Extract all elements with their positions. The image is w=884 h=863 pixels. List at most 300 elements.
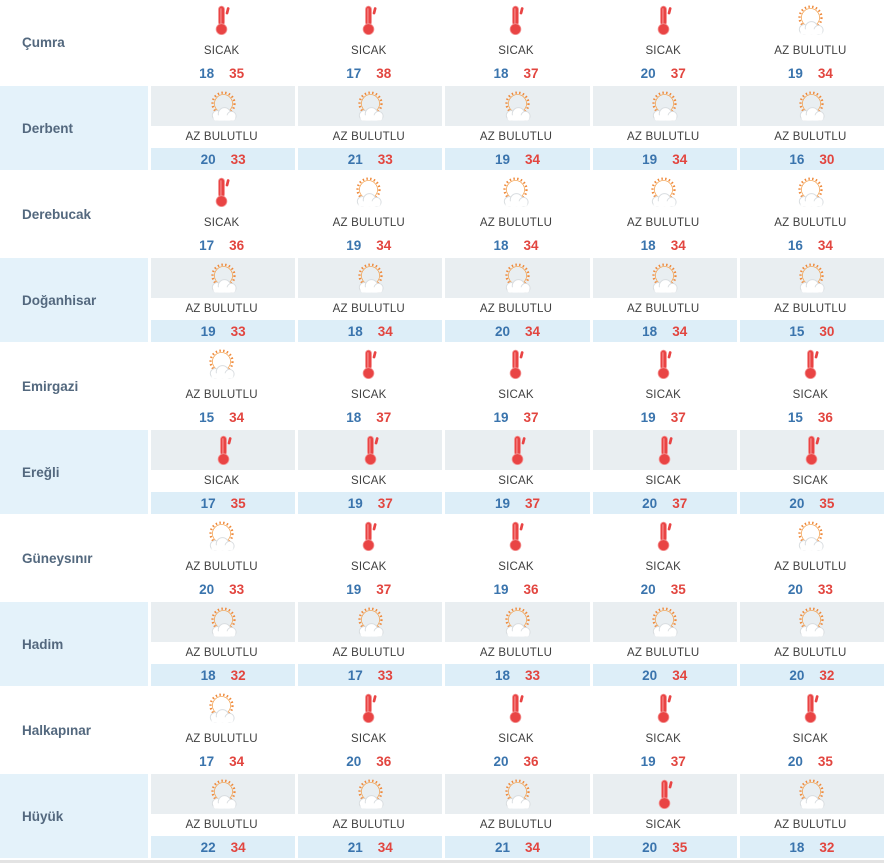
weather-icon-box	[737, 344, 884, 384]
max-temp: 32	[230, 667, 246, 683]
max-temp: 37	[523, 409, 539, 425]
temperature-pair	[590, 406, 737, 428]
day-forecast-cell	[590, 86, 737, 170]
min-temp: 15	[789, 323, 805, 339]
max-temp: 32	[819, 839, 835, 855]
sun-cloud-icon	[792, 90, 831, 123]
weather-icon-box	[590, 602, 737, 642]
weather-icon-box	[442, 86, 589, 126]
day-forecast-cell	[442, 258, 589, 342]
day-forecast-cell	[590, 172, 737, 256]
weather-icon-box	[295, 86, 442, 126]
sun-cloud-icon	[498, 778, 537, 811]
temperature-pair	[590, 320, 737, 342]
sun-cloud-icon	[204, 778, 243, 811]
condition-label: AZ BULUTLU	[737, 126, 884, 148]
weather-icon-box	[295, 774, 442, 814]
min-temp: 19	[640, 409, 656, 425]
day-forecast-cell	[737, 602, 884, 686]
min-temp: 18	[640, 237, 656, 253]
weather-icon-box	[590, 86, 737, 126]
temperature-pair	[148, 492, 295, 514]
max-temp: 34	[229, 409, 245, 425]
sun-cloud-icon	[204, 90, 243, 123]
max-temp: 35	[817, 753, 833, 769]
location-forecast-row	[0, 602, 884, 686]
condition-label: AZ BULUTLU	[590, 298, 737, 320]
min-temp: 17	[346, 65, 362, 81]
location-name: Emirgazi	[22, 378, 79, 394]
condition-label: AZ BULUTLU	[148, 728, 295, 750]
min-temp: 20	[787, 581, 803, 597]
condition-label: AZ BULUTLU	[590, 212, 737, 234]
temperature-pair	[442, 836, 589, 858]
location-name: Ereğli	[22, 464, 60, 480]
condition-label: SICAK	[590, 728, 737, 750]
day-forecast-cell	[590, 258, 737, 342]
condition-label: AZ BULUTLU	[737, 556, 884, 578]
min-temp: 20	[642, 667, 658, 683]
max-temp: 34	[377, 323, 393, 339]
min-temp: 20	[787, 753, 803, 769]
max-temp: 37	[376, 409, 392, 425]
weather-icon-box	[442, 516, 589, 556]
thermometer-icon	[500, 4, 531, 37]
condition-label: SICAK	[590, 470, 737, 492]
min-temp: 19	[640, 753, 656, 769]
condition-label: SICAK	[148, 40, 295, 62]
location-name: Doğanhisar	[22, 292, 97, 308]
day-forecast-cell	[295, 172, 442, 256]
temperature-pair	[148, 836, 295, 858]
max-temp: 33	[817, 581, 833, 597]
weather-icon-box	[590, 258, 737, 298]
max-temp: 33	[377, 667, 393, 683]
sun-cloud-icon	[496, 176, 535, 209]
weather-icon-box	[737, 688, 884, 728]
weather-icon-box	[737, 172, 884, 212]
sun-cloud-icon	[202, 692, 241, 725]
temperature-pair	[442, 406, 589, 428]
location-forecast-row	[0, 430, 884, 514]
condition-label: AZ BULUTLU	[590, 642, 737, 664]
day-forecast-cell	[295, 86, 442, 170]
sun-cloud-icon	[792, 606, 831, 639]
weather-icon-box	[737, 0, 884, 40]
max-temp: 34	[524, 839, 541, 855]
condition-label: SICAK	[442, 384, 589, 406]
location-name: Hüyük	[22, 808, 64, 824]
day-forecast-cell	[590, 774, 737, 858]
day-forecast-cell	[590, 516, 737, 600]
min-temp: 18	[493, 237, 509, 253]
max-temp: 37	[377, 495, 393, 511]
min-temp: 20	[200, 151, 216, 167]
sun-cloud-icon	[202, 520, 241, 553]
min-temp: 20	[494, 323, 510, 339]
sun-cloud-icon	[202, 348, 241, 381]
condition-label: SICAK	[737, 728, 884, 750]
sun-cloud-icon	[792, 778, 831, 811]
max-temp: 37	[670, 65, 686, 81]
max-temp: 34	[670, 237, 686, 253]
temperature-pair	[590, 750, 737, 772]
max-temp: 35	[670, 581, 686, 597]
condition-label: SICAK	[295, 384, 442, 406]
temperature-pair	[295, 492, 442, 514]
weather-icon-box	[737, 258, 884, 298]
weather-icon-box	[442, 344, 589, 384]
condition-label: AZ BULUTLU	[737, 814, 884, 836]
temperature-pair	[442, 492, 589, 514]
weather-icon-box	[590, 172, 737, 212]
min-temp: 21	[494, 839, 510, 855]
location-forecast-row	[0, 0, 884, 84]
day-forecast-cell	[737, 0, 884, 84]
min-temp: 19	[493, 581, 509, 597]
min-temp: 17	[199, 753, 215, 769]
max-temp: 34	[377, 839, 393, 855]
sun-cloud-icon	[351, 606, 390, 639]
condition-label: SICAK	[590, 384, 737, 406]
weather-icon-box	[442, 0, 589, 40]
max-temp: 32	[819, 667, 835, 683]
thermometer-icon	[206, 176, 237, 209]
location-link[interactable]	[0, 344, 148, 428]
max-temp: 33	[524, 667, 541, 683]
day-forecast-cell	[442, 0, 589, 84]
day-forecast-cell	[148, 0, 295, 84]
temperature-pair	[442, 750, 589, 772]
weather-icon-box	[148, 0, 295, 40]
location-forecast-row	[0, 774, 884, 858]
day-forecast-cell	[148, 602, 295, 686]
day-forecast-cell	[737, 172, 884, 256]
temperature-pair	[590, 578, 737, 600]
min-temp: 19	[346, 237, 362, 253]
sun-cloud-icon	[498, 606, 537, 639]
condition-label: SICAK	[442, 40, 589, 62]
min-temp: 21	[347, 839, 363, 855]
thermometer-icon	[353, 692, 384, 725]
weather-icon-box	[295, 516, 442, 556]
thermometer-icon	[500, 692, 531, 725]
thermometer-icon	[648, 520, 679, 553]
thermometer-icon	[796, 434, 827, 467]
location-link[interactable]	[0, 516, 148, 600]
temperature-pair	[737, 836, 884, 858]
weather-icon-box	[590, 0, 737, 40]
max-temp: 37	[523, 65, 539, 81]
temperature-pair	[295, 406, 442, 428]
day-forecast-cell	[295, 516, 442, 600]
weather-icon-box	[295, 344, 442, 384]
temperature-pair	[295, 578, 442, 600]
thermometer-icon	[353, 520, 384, 553]
weather-icon-box	[590, 774, 737, 814]
max-temp: 30	[819, 151, 835, 167]
day-forecast-cell	[442, 344, 589, 428]
weather-icon-box	[590, 516, 737, 556]
day-forecast-cell	[148, 344, 295, 428]
condition-label: AZ BULUTLU	[737, 40, 884, 62]
max-temp: 37	[670, 753, 686, 769]
day-forecast-cell	[590, 688, 737, 772]
condition-label: SICAK	[442, 556, 589, 578]
day-forecast-cell	[148, 688, 295, 772]
weather-icon-box	[148, 430, 295, 470]
condition-label: SICAK	[442, 470, 589, 492]
max-temp: 36	[817, 409, 833, 425]
weather-icon-box	[590, 688, 737, 728]
weather-icon-box	[590, 430, 737, 470]
location-name: Halkapınar	[22, 722, 92, 738]
condition-label: AZ BULUTLU	[295, 126, 442, 148]
condition-label: AZ BULUTLU	[295, 298, 442, 320]
max-temp: 34	[817, 237, 833, 253]
condition-label: SICAK	[148, 212, 295, 234]
min-temp: 20	[640, 65, 656, 81]
thermometer-icon	[353, 348, 384, 381]
weather-icon-box	[737, 516, 884, 556]
day-forecast-cell	[590, 602, 737, 686]
temperature-pair	[737, 62, 884, 84]
weather-icon-box	[442, 172, 589, 212]
location-link[interactable]	[0, 0, 148, 84]
location-link[interactable]	[0, 86, 148, 170]
day-forecast-cell	[590, 344, 737, 428]
weather-icon-box	[737, 774, 884, 814]
condition-label: SICAK	[737, 470, 884, 492]
day-forecast-cell	[148, 172, 295, 256]
day-forecast-cell	[442, 602, 589, 686]
day-forecast-cell	[737, 774, 884, 858]
min-temp: 20	[346, 753, 362, 769]
location-link[interactable]	[0, 602, 148, 686]
max-temp: 36	[229, 237, 245, 253]
sun-cloud-icon	[204, 606, 243, 639]
day-forecast-cell	[737, 258, 884, 342]
weather-icon-box	[737, 430, 884, 470]
min-temp: 16	[787, 237, 803, 253]
temperature-pair	[737, 320, 884, 342]
max-temp: 33	[230, 323, 246, 339]
temperature-pair	[148, 62, 295, 84]
thermometer-icon	[795, 692, 826, 725]
thermometer-icon	[649, 778, 680, 811]
thermometer-icon	[500, 520, 531, 553]
min-temp: 19	[787, 65, 803, 81]
weather-icon-box	[590, 344, 737, 384]
condition-label: AZ BULUTLU	[737, 642, 884, 664]
max-temp: 34	[230, 839, 246, 855]
min-temp: 18	[494, 667, 510, 683]
max-temp: 35	[819, 495, 835, 511]
max-temp: 37	[376, 581, 392, 597]
sun-cloud-icon	[791, 176, 830, 209]
condition-label: SICAK	[737, 384, 884, 406]
location-forecast-row	[0, 258, 884, 342]
thermometer-icon	[208, 434, 239, 467]
min-temp: 19	[642, 151, 658, 167]
weather-icon-box	[148, 258, 295, 298]
location-forecast-row	[0, 344, 884, 428]
day-forecast-cell	[442, 430, 589, 514]
min-temp: 18	[199, 65, 215, 81]
location-forecast-row	[0, 688, 884, 772]
condition-label: SICAK	[148, 470, 295, 492]
day-forecast-cell	[442, 86, 589, 170]
temperature-pair	[295, 234, 442, 256]
min-temp: 15	[199, 409, 215, 425]
location-link[interactable]	[0, 258, 148, 342]
condition-label: SICAK	[590, 556, 737, 578]
min-temp: 16	[789, 151, 805, 167]
min-temp: 19	[347, 495, 363, 511]
day-forecast-cell	[737, 516, 884, 600]
temperature-pair	[148, 750, 295, 772]
condition-label: AZ BULUTLU	[295, 212, 442, 234]
condition-label: AZ BULUTLU	[148, 384, 295, 406]
temperature-pair	[737, 406, 884, 428]
max-temp: 33	[230, 151, 246, 167]
day-forecast-cell	[737, 688, 884, 772]
condition-label: AZ BULUTLU	[148, 814, 295, 836]
temperature-pair	[442, 664, 589, 686]
min-temp: 18	[200, 667, 216, 683]
location-link[interactable]	[0, 774, 148, 858]
condition-label: AZ BULUTLU	[737, 298, 884, 320]
temperature-pair	[148, 578, 295, 600]
temperature-pair	[148, 148, 295, 170]
min-temp: 19	[346, 581, 362, 597]
max-temp: 36	[376, 753, 392, 769]
temperature-pair	[590, 148, 737, 170]
condition-label: SICAK	[442, 728, 589, 750]
weather-icon-box	[295, 602, 442, 642]
sun-cloud-icon	[645, 606, 684, 639]
condition-label: SICAK	[295, 470, 442, 492]
max-temp: 37	[670, 409, 686, 425]
condition-label: AZ BULUTLU	[148, 642, 295, 664]
temperature-pair	[442, 578, 589, 600]
min-temp: 15	[787, 409, 803, 425]
min-temp: 20	[199, 581, 215, 597]
day-forecast-cell	[442, 688, 589, 772]
condition-label: SICAK	[590, 814, 737, 836]
max-temp: 35	[672, 839, 688, 855]
thermometer-icon	[353, 4, 384, 37]
temperature-pair	[295, 836, 442, 858]
min-temp: 18	[346, 409, 362, 425]
temperature-pair	[590, 234, 737, 256]
weather-icon-box	[737, 602, 884, 642]
min-temp: 19	[493, 409, 509, 425]
day-forecast-cell	[590, 0, 737, 84]
temperature-pair	[737, 578, 884, 600]
day-forecast-cell	[148, 774, 295, 858]
location-forecast-row	[0, 172, 884, 256]
thermometer-icon	[206, 4, 237, 37]
sun-cloud-icon	[204, 262, 243, 295]
location-forecast-row	[0, 516, 884, 600]
min-temp: 18	[789, 839, 805, 855]
max-temp: 36	[523, 581, 539, 597]
temperature-pair	[442, 148, 589, 170]
max-temp: 38	[376, 65, 392, 81]
max-temp: 34	[229, 753, 245, 769]
min-temp: 22	[200, 839, 216, 855]
min-temp: 20	[642, 839, 658, 855]
condition-label: AZ BULUTLU	[442, 298, 589, 320]
temperature-pair	[737, 234, 884, 256]
sun-cloud-icon	[351, 262, 390, 295]
temperature-pair	[148, 406, 295, 428]
day-forecast-cell	[590, 430, 737, 514]
sun-cloud-icon	[645, 90, 684, 123]
temperature-pair	[295, 148, 442, 170]
condition-label: AZ BULUTLU	[442, 212, 589, 234]
weather-icon-box	[442, 258, 589, 298]
sun-cloud-icon	[791, 520, 830, 553]
day-forecast-cell	[295, 0, 442, 84]
sun-cloud-icon	[498, 90, 537, 123]
condition-label: SICAK	[295, 40, 442, 62]
temperature-pair	[148, 234, 295, 256]
weather-icon-box	[295, 172, 442, 212]
location-name: Derbent	[22, 120, 74, 136]
thermometer-icon	[648, 692, 679, 725]
temperature-pair	[148, 320, 295, 342]
max-temp: 33	[377, 151, 393, 167]
location-name: Güneysınır	[22, 550, 93, 566]
day-forecast-cell	[295, 688, 442, 772]
location-link[interactable]	[0, 430, 148, 514]
max-temp: 35	[230, 495, 246, 511]
sun-cloud-icon	[351, 778, 390, 811]
location-link[interactable]	[0, 172, 148, 256]
day-forecast-cell	[295, 430, 442, 514]
thermometer-icon	[500, 348, 531, 381]
thermometer-icon	[649, 434, 680, 467]
sun-cloud-icon	[644, 176, 683, 209]
condition-label: AZ BULUTLU	[295, 814, 442, 836]
day-forecast-cell	[295, 774, 442, 858]
max-temp: 34	[672, 667, 688, 683]
min-temp: 20	[640, 581, 656, 597]
day-forecast-cell	[295, 344, 442, 428]
min-temp: 18	[493, 65, 509, 81]
min-temp: 17	[199, 237, 215, 253]
weather-icon-box	[148, 344, 295, 384]
temperature-pair	[737, 148, 884, 170]
temperature-pair	[737, 492, 884, 514]
weather-icon-box	[148, 688, 295, 728]
min-temp: 18	[642, 323, 658, 339]
condition-label: AZ BULUTLU	[442, 814, 589, 836]
temperature-pair	[442, 234, 589, 256]
day-forecast-cell	[148, 516, 295, 600]
weather-icon-box	[148, 602, 295, 642]
condition-label: SICAK	[590, 40, 737, 62]
max-temp: 30	[819, 323, 835, 339]
thermometer-icon	[795, 348, 826, 381]
min-temp: 17	[200, 495, 216, 511]
min-temp: 18	[347, 323, 363, 339]
weather-icon-box	[295, 0, 442, 40]
weather-icon-box	[295, 688, 442, 728]
location-link[interactable]	[0, 688, 148, 772]
